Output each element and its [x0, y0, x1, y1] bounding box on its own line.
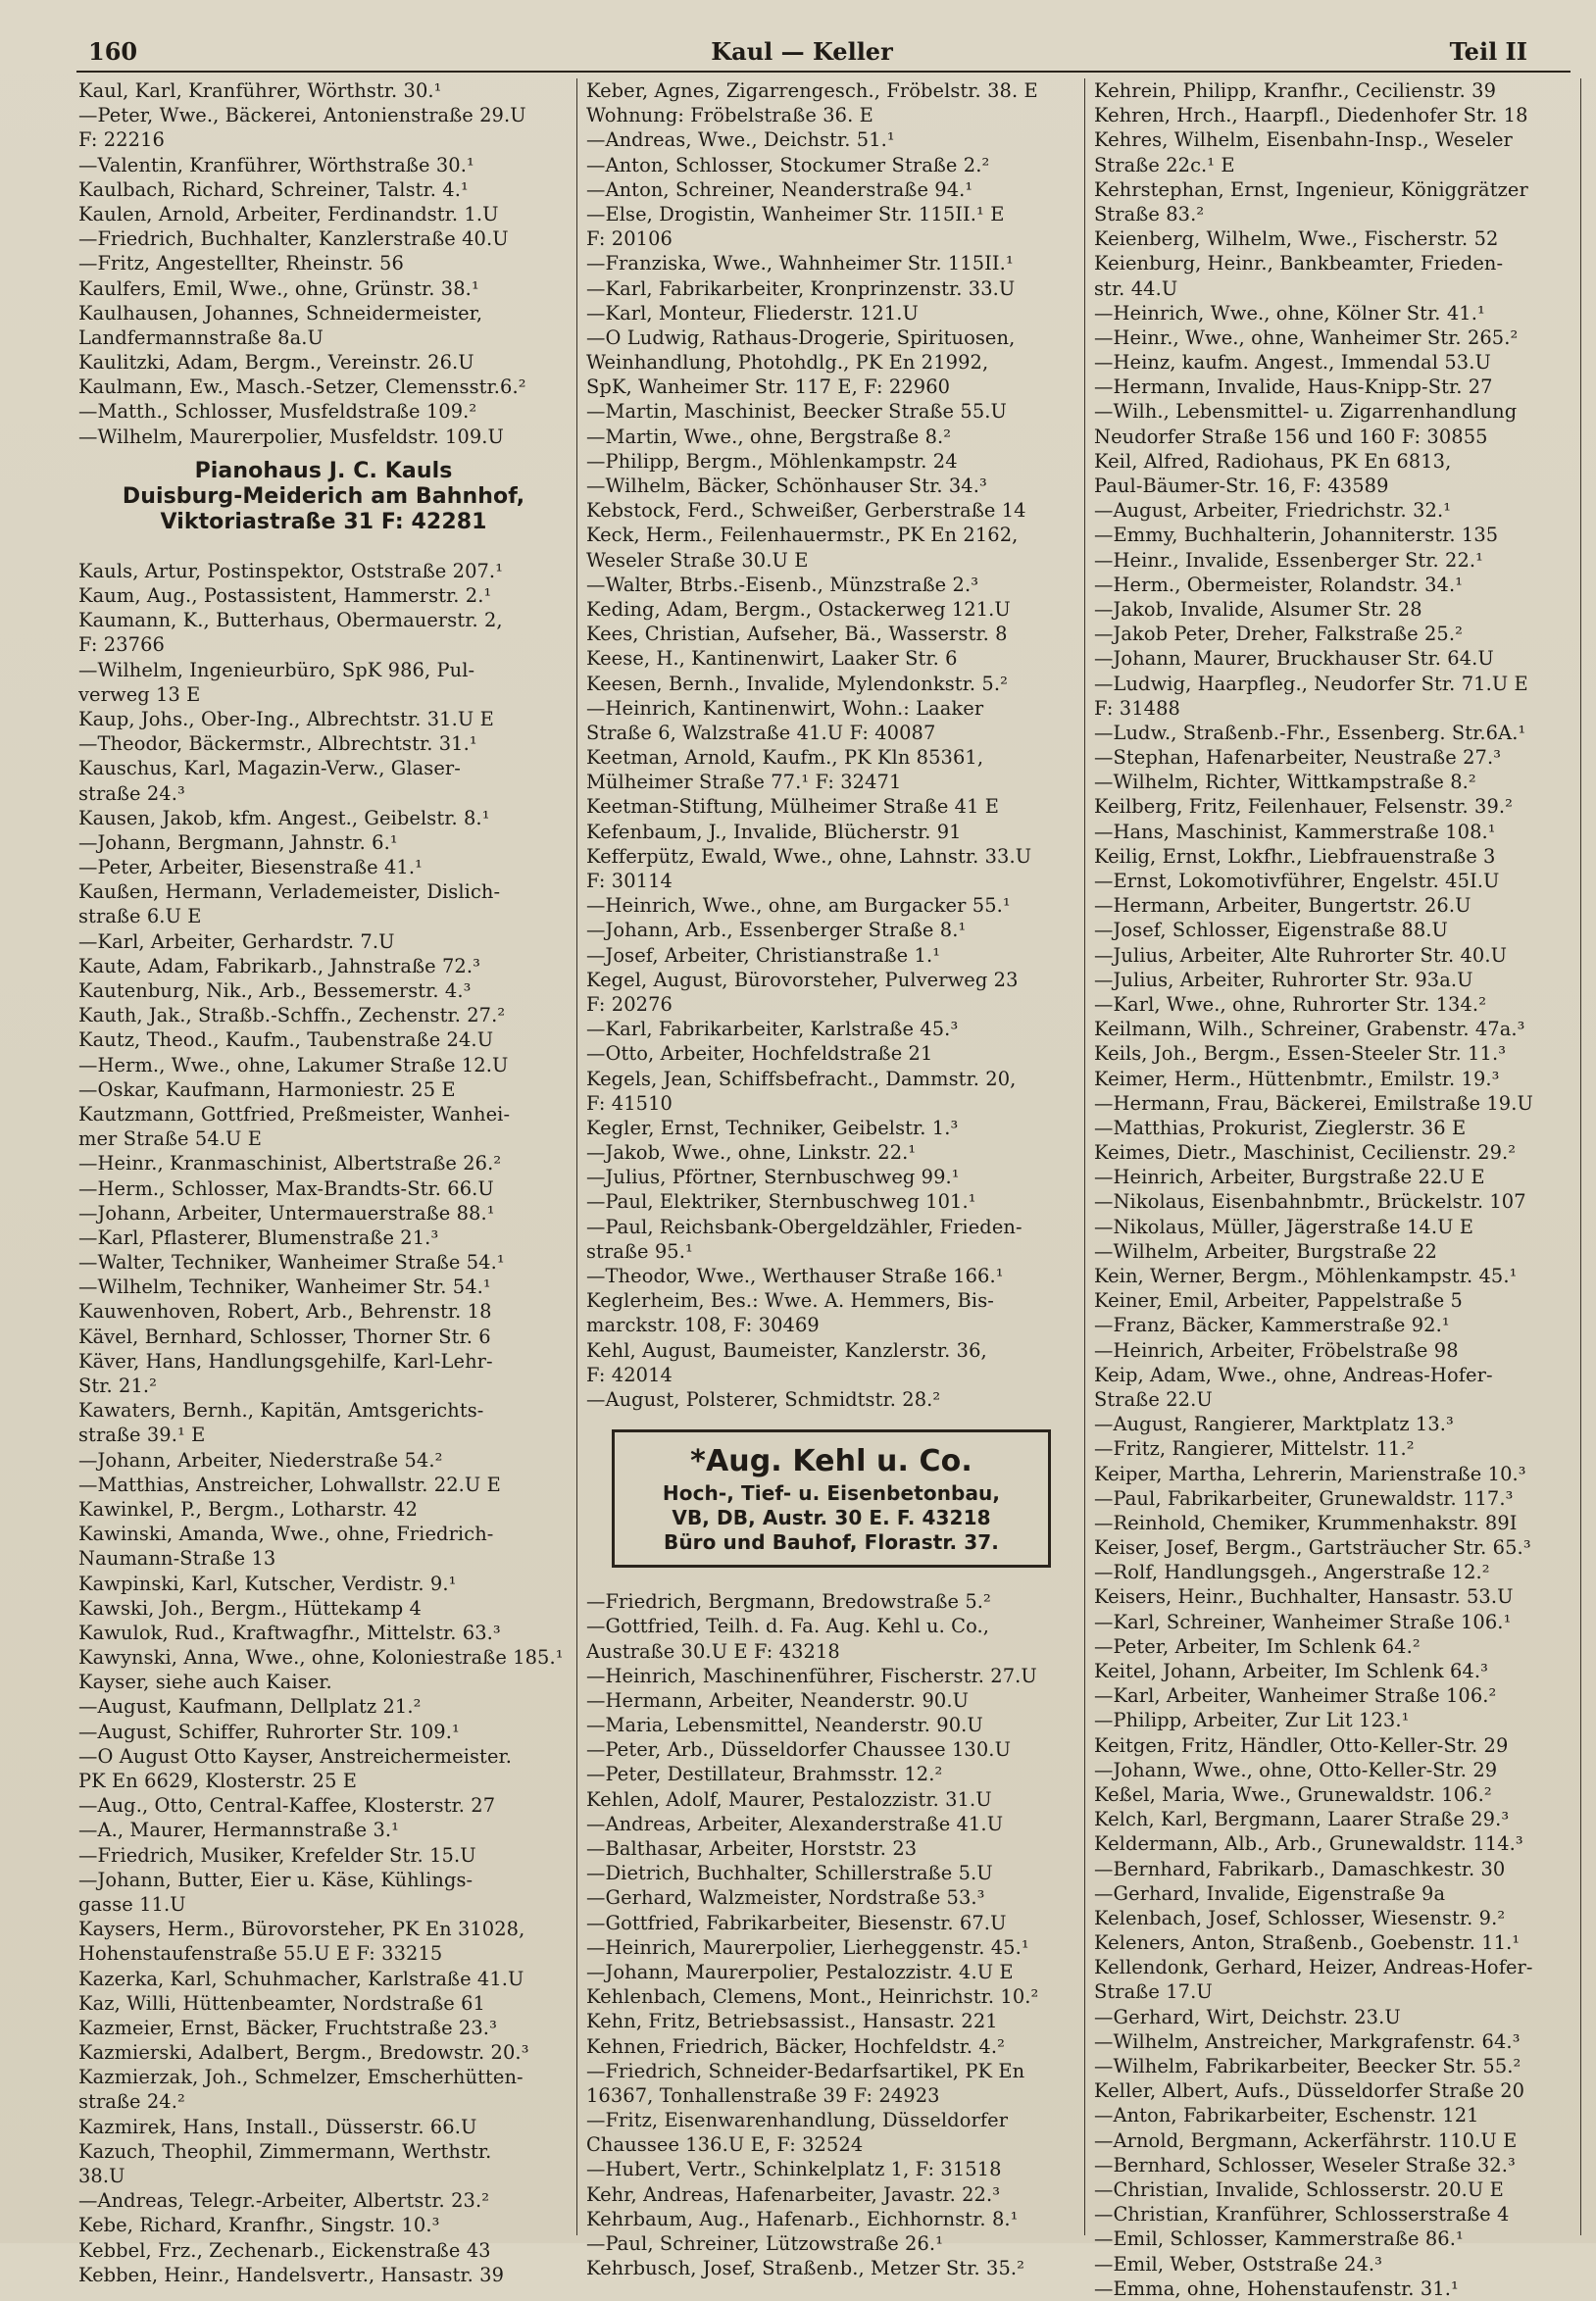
directory-entry-line: —Peter, Arb., Düsseldorfer Chaussee 130.U: [586, 1738, 1012, 1762]
page-number: 160: [88, 37, 138, 66]
directory-entry-line: straße 95.¹: [586, 1239, 693, 1263]
running-title: Kaul — Keller: [711, 37, 893, 66]
directory-entry-line: —Karl, Fabrikarbeiter, Karlstraße 45.³: [586, 1018, 959, 1041]
directory-entry-line: Straße 22.U: [1094, 1387, 1213, 1411]
ad-line: VB, DB, Austr. 30 E. F. 43218: [672, 1506, 991, 1530]
directory-entry-line: —Ernst, Lokomotivführer, Engelstr. 45I.U: [1094, 870, 1500, 892]
directory-entry-line: —Johann, Butter, Eier u. Käse, Kühlings-: [78, 1868, 474, 1891]
directory-entry-line: Kawinkel, P., Bergm., Lotharstr. 42: [78, 1497, 419, 1521]
directory-entry-line: Kaute, Adam, Fabrikarb., Jahnstraße 72.³: [78, 954, 480, 977]
directory-entry-line: Kehl, August, Baumeister, Kanzlerstr. 36,: [586, 1338, 987, 1362]
directory-entry-line: —Gerhard, Wirt, Deichstr. 23.U: [1094, 2005, 1401, 2028]
directory-entry-line: Keip, Adam, Wwe., ohne, Andreas-Hofer-: [1094, 1363, 1493, 1386]
directory-entry-line: straße 24.³: [78, 781, 185, 805]
column-1: [78, 78, 569, 2287]
directory-entry-line: —Gerhard, Walzmeister, Nordstraße 53.³: [586, 1886, 985, 1910]
directory-entry-line: Austraße 30.U E F: 43218: [586, 1639, 840, 1663]
page-header: [76, 37, 1527, 73]
directory-entry-line: Kehren, Hrch., Haarpfl., Diedenhofer Str. 18: [1094, 104, 1528, 127]
directory-entry-line: —Walter, Btrbs.-Eisenb., Münzstraße 2.³: [586, 573, 979, 596]
directory-entry-line: —Hermann, Invalide, Haus-Knipp-Str. 27: [1094, 375, 1493, 399]
directory-entry-line: —Balthasar, Arbeiter, Horststr. 23: [586, 1837, 918, 1860]
directory-entry-line: —Gottfried, Teilh. d. Fa. Aug. Kehl u. Co.,: [586, 1615, 990, 1638]
directory-entry-line: F: 41510: [586, 1091, 673, 1115]
directory-entry-line: 38.U: [78, 2165, 125, 2187]
directory-entry-line: —Wilhelm, Ingenieurbüro, SpK 986, Pul-: [78, 658, 475, 681]
directory-entry-line: —Heinrich, Kantinenwirt, Wohn.: Laaker: [586, 696, 984, 720]
directory-entry-line: Kazmierzak, Joh., Schmelzer, Emscherhütten-: [78, 2066, 524, 2089]
directory-entry-line: Kebe, Richard, Kranfhr., Singstr. 10.³: [78, 2214, 440, 2237]
directory-entry-line: Kazmeier, Ernst, Bäcker, Fruchtstraße 23.³: [78, 2016, 497, 2039]
directory-entry-line: —Friedrich, Musiker, Krefelder Str. 15.U: [78, 1843, 476, 1867]
directory-entry-line: Kaz, Willi, Hüttenbeamter, Nordstraße 61: [78, 1991, 485, 2015]
directory-entry-line: Kaul, Karl, Kranführer, Wörthstr. 30.¹: [78, 79, 442, 102]
directory-entry-line: F: 20106: [586, 227, 673, 251]
directory-entry-line: —Matth., Schlosser, Musfeldstraße 109.²: [78, 400, 477, 424]
directory-entry-line: —Johann, Maurerpolier, Pestalozzistr. 4.U E: [586, 1960, 1014, 1983]
directory-entry-line: —Paul, Schreiner, Lützowstraße 26.¹: [586, 2232, 944, 2255]
directory-entry-line: Kehlen, Adolf, Maurer, Pestalozzistr. 31.U: [586, 1787, 992, 1811]
directory-entry-line: Keimer, Herm., Hüttenbmtr., Emilstr. 19.³: [1094, 1067, 1500, 1090]
directory-entry-line: Kauth, Jak., Straßb.-Schffn., Zechenstr. 27.²: [78, 1004, 506, 1027]
directory-entry-line: —Nikolaus, Müller, Jägerstraße 14.U E: [1094, 1215, 1474, 1238]
directory-entry-line: gasse 11.U: [78, 1892, 186, 1916]
ad-name: Pianohaus J. C. Kauls: [194, 458, 453, 483]
directory-entry-line: Keitgen, Fritz, Händler, Otto-Keller-Str. 29: [1094, 1733, 1509, 1757]
directory-entry-line: Kautz, Theod., Kaufm., Taubenstraße 24.U: [78, 1028, 494, 1052]
directory-entry-line: —Karl, Arbeiter, Wanheimer Straße 106.²: [1094, 1684, 1497, 1708]
directory-entry-line: —Christian, Invalide, Schlosserstr. 20.U E: [1094, 2177, 1504, 2201]
directory-entry-line: —Else, Drogistin, Wanheimer Str. 115II.¹ E: [586, 202, 1005, 225]
directory-entry-line: Kazerka, Karl, Schuhmacher, Karlstraße 41.U: [78, 1967, 524, 1990]
directory-entry-line: Kawynski, Anna, Wwe., ohne, Koloniestraße 185.¹: [78, 1646, 564, 1670]
directory-entry-line: —Heinrich, Arbeiter, Fröbelstraße 98: [1094, 1338, 1459, 1362]
directory-entry-line: —Hermann, Arbeiter, Bungertstr. 26.U: [1094, 894, 1471, 918]
directory-entry-line: —Matthias, Prokurist, Zieglerstr. 36 E: [1094, 1116, 1467, 1139]
directory-entry-line: Kegel, August, Bürovorsteher, Pulverweg 23: [586, 968, 1019, 991]
directory-entry-line: —Theodor, Bäckermstr., Albrechtstr. 31.¹: [78, 732, 477, 756]
directory-entry-line: Keiner, Emil, Arbeiter, Pappelstraße 5: [1094, 1289, 1463, 1313]
directory-entry-line: —Wilh., Lebensmittel- u. Zigarrenhandlung: [1094, 400, 1518, 424]
directory-entry-line: Kees, Christian, Aufseher, Bä., Wasserstr. 8: [586, 623, 1008, 646]
directory-entry-line: —Heinr., Wwe., ohne, Wanheimer Str. 265.²: [1094, 325, 1519, 349]
directory-entry-line: —Wilhelm, Arbeiter, Burgstraße 22: [1094, 1239, 1437, 1263]
directory-entry-line: Kawaters, Bernh., Kapitän, Amtsgerichts-: [78, 1399, 484, 1423]
directory-entry-line: —Wilhelm, Bäcker, Schönhauser Str. 34.³: [586, 475, 987, 497]
directory-entry-line: Straße 22c.¹ E: [1094, 153, 1235, 176]
directory-entry-line: —Julius, Arbeiter, Alte Ruhrorter Str. 40.U: [1094, 943, 1508, 967]
directory-entry-line: —A., Maurer, Hermannstraße 3.¹: [78, 1819, 400, 1842]
directory-entry-line: —Ludw., Straßenb.-Fhr., Essenberg. Str.6A.¹: [1094, 721, 1526, 744]
directory-entry-line: —Stephan, Hafenarbeiter, Neustraße 27.³: [1094, 746, 1502, 770]
directory-entry-line: mer Straße 54.U E: [78, 1127, 262, 1151]
directory-entry-line: Kehlenbach, Clemens, Mont., Heinrichstr. 10.²: [586, 1985, 1039, 2009]
ad-line: Büro und Bauhof, Florastr. 37.: [663, 1530, 999, 1555]
directory-entry-line: Kehres, Wilhelm, Eisenbahn-Insp., Weseler: [1094, 128, 1513, 152]
directory-entry-line: —Anton, Schlosser, Stockumer Straße 2.²: [586, 153, 990, 176]
directory-entry-line: —Friedrich, Bergmann, Bredowstraße 5.²: [586, 1590, 991, 1614]
directory-entry-line: —Heinrich, Maurerpolier, Lierheggenstr. 45.¹: [586, 1935, 1029, 1959]
directory-entry-line: Kaup, Johs., Ober-Ing., Albrechtstr. 31.U E: [78, 707, 494, 730]
directory-entry-line: —Dietrich, Buchhalter, Schillerstraße 5.U: [586, 1862, 993, 1885]
directory-entry-line: Keienburg, Heinr., Bankbeamter, Frieden-: [1094, 252, 1504, 275]
directory-entry-line: —Aug., Otto, Central-Kaffee, Klosterstr. 27: [78, 1794, 496, 1818]
directory-entry-line: —Jakob Peter, Dreher, Falkstraße 25.²: [1094, 623, 1463, 646]
directory-entry-line: Keldermann, Alb., Arb., Grunewaldstr. 114.³: [1094, 1832, 1523, 1856]
directory-entry-line: —Gottfried, Fabrikarbeiter, Biesenstr. 67.U: [586, 1911, 1007, 1934]
directory-entry-line: straße 39.¹ E: [78, 1424, 206, 1447]
directory-entry-line: Kefenbaum, J., Invalide, Blücherstr. 91: [586, 820, 962, 843]
directory-entry-line: —Nikolaus, Eisenbahnbmtr., Brückelstr. 107: [1094, 1190, 1526, 1214]
directory-entry-line: —Martin, Maschinist, Beecker Straße 55.U: [586, 400, 1007, 424]
directory-entry-line: Kaußen, Hermann, Verlademeister, Dislich-: [78, 880, 501, 904]
directory-entry-line: Kaulitzki, Adam, Bergm., Vereinstr. 26.U: [78, 351, 474, 375]
directory-entry-line: —Julius, Pförtner, Sternbuschweg 99.¹: [586, 1166, 960, 1189]
directory-entry-line: Kawinski, Amanda, Wwe., ohne, Friedrich-: [78, 1523, 494, 1546]
directory-entry-line: Kautzmann, Gottfried, Preßmeister, Wanhei-: [78, 1102, 511, 1125]
directory-entry-line: Kawpinski, Karl, Kutscher, Verdistr. 9.¹: [78, 1572, 457, 1595]
directory-entry-line: Keimes, Dietr., Maschinist, Cecilienstr. 29.²: [1094, 1141, 1517, 1165]
column-divider: [1084, 78, 1085, 2235]
directory-entry-line: Kellendonk, Gerhard, Heizer, Andreas-Hofer-: [1094, 1956, 1533, 1979]
directory-entry-line: Kauls, Artur, Postinspektor, Oststraße 207.¹: [78, 559, 504, 582]
directory-entry-line: 16367, Tonhallenstraße 39 F: 24923: [586, 2083, 940, 2107]
directory-entry-line: —Fritz, Eisenwarenhandlung, Düsseldorfer: [586, 2109, 1009, 2132]
directory-entry-line: Keilmann, Wilh., Schreiner, Grabenstr. 47a.³: [1094, 1018, 1525, 1041]
directory-entry-line: Landfermannstraße 8a.U: [78, 325, 324, 349]
directory-entry-line: Kehn, Fritz, Betriebsassist., Hansastr. 221: [586, 2010, 998, 2033]
directory-entry-line: Straße 83.²: [1094, 202, 1205, 225]
directory-entry-line: —Peter, Arbeiter, Biesenstraße 41.¹: [78, 856, 423, 879]
directory-entry-line: —Jakob, Invalide, Alsumer Str. 28: [1094, 597, 1422, 621]
directory-entry-line: Kehnen, Friedrich, Bäcker, Hochfeldstr. 4.²: [586, 2034, 1006, 2058]
ad-line: Duisburg-Meiderich am Bahnhof,: [122, 483, 525, 509]
directory-entry-line: straße 24.²: [78, 2090, 185, 2114]
directory-entry-line: Kawski, Joh., Bergm., Hüttekamp 4: [78, 1596, 422, 1620]
directory-entry-line: —Martin, Wwe., ohne, Bergstraße 8.²: [586, 425, 952, 448]
directory-entry-line: Keilig, Ernst, Lokfhr., Liebfrauenstraße 3: [1094, 844, 1496, 868]
directory-entry-line: Keck, Herm., Feilenhauermstr., PK En 2162,: [586, 524, 1019, 547]
directory-entry-line: —Fritz, Angestellter, Rheinstr. 56: [78, 252, 404, 275]
directory-entry-line: —Hermann, Frau, Bäckerei, Emilstraße 19.U: [1094, 1091, 1533, 1115]
directory-entry-line: Kazmierski, Adalbert, Bergm., Bredowstr. 20.³: [78, 2041, 529, 2065]
directory-entry-line: —Gerhard, Invalide, Eigenstraße 9a: [1094, 1881, 1446, 1905]
directory-entry-line: Käver, Hans, Handlungsgehilfe, Karl-Lehr-: [78, 1349, 493, 1373]
directory-entry-line: —Johann, Arb., Essenberger Straße 8.¹: [586, 919, 967, 942]
directory-entry-line: —Paul, Fabrikarbeiter, Grunewaldstr. 117.³: [1094, 1486, 1514, 1510]
directory-entry-line: Keiser, Josef, Bergm., Gartsträucher Str. 65.³: [1094, 1536, 1531, 1560]
directory-entry-line: Kelch, Karl, Bergmann, Laarer Straße 29.³: [1094, 1808, 1510, 1831]
directory-entry-line: Straße 17.U: [1094, 1980, 1213, 2004]
directory-entry-line: Kehrstephan, Ernst, Ingenieur, Königgrätzer: [1094, 177, 1528, 201]
directory-entry-line: —Wilhelm, Richter, Wittkampstraße 8.²: [1094, 771, 1476, 794]
directory-entry-line: Keienberg, Wilhelm, Wwe., Fischerstr. 52: [1094, 227, 1499, 251]
directory-entry-line: Keese, H., Kantinenwirt, Laaker Str. 6: [586, 647, 958, 671]
directory-entry-line: Kävel, Bernhard, Schlosser, Thorner Str. 6: [78, 1325, 491, 1348]
directory-entry-line: —Emmy, Buchhalterin, Johanniterstr. 135: [1094, 524, 1499, 547]
column-3: [1094, 78, 1584, 2301]
directory-entry-line: —Emil, Schlosser, Kammerstraße 86.¹: [1094, 2227, 1464, 2251]
directory-entry-line: —August, Arbeiter, Friedrichstr. 32.¹: [1094, 499, 1452, 523]
directory-entry-line: Kefferpütz, Ewald, Wwe., ohne, Lahnstr. 33.U: [586, 844, 1032, 868]
directory-entry-line: marckstr. 108, F: 30469: [586, 1314, 820, 1337]
directory-entry-line: F: 42014: [586, 1363, 673, 1386]
directory-entry-line: —Johann, Arbeiter, Niederstraße 54.²: [78, 1448, 443, 1472]
directory-entry-line: —Andreas, Telegr.-Arbeiter, Albertstr. 23.²: [78, 2189, 490, 2213]
directory-entry-line: —Josef, Schlosser, Eigenstraße 88.U: [1094, 919, 1449, 942]
directory-entry-line: Kauschus, Karl, Magazin-Verw., Glaser-: [78, 757, 461, 780]
directory-entry-line: Keglerheim, Bes.: Wwe. A. Hemmers, Bis-: [586, 1289, 994, 1313]
directory-entry-line: —August, Polsterer, Schmidtstr. 28.²: [586, 1387, 941, 1411]
directory-entry-line: Neudorfer Straße 156 und 160 F: 30855: [1094, 425, 1488, 448]
directory-entry-line: —Karl, Pflasterer, Blumenstraße 21.³: [78, 1226, 439, 1249]
directory-entry-line: Weinhandlung, Photohdlg., PK En 21992,: [586, 351, 989, 375]
part-label: Teil II: [1449, 37, 1527, 66]
directory-entry-line: —Bernhard, Fabrikarb., Damaschkestr. 30: [1094, 1857, 1506, 1880]
directory-entry-line: F: 23766: [78, 633, 165, 657]
directory-entry-line: Weseler Straße 30.U E: [586, 548, 809, 572]
advertisement-pianohaus: [78, 459, 569, 535]
directory-entry-line: Keller, Albert, Aufs., Düsseldorfer Straße 20: [1094, 2079, 1525, 2103]
directory-entry-line: Kehrbaum, Aug., Hafenarb., Eichhornstr. 8.¹: [586, 2207, 1019, 2230]
directory-entry-line: Mülheimer Straße 77.¹ F: 32471: [586, 771, 902, 794]
directory-entry-line: Kebbel, Frz., Zechenarb., Eickenstraße 43: [78, 2238, 491, 2262]
directory-entry-line: —Hubert, Vertr., Schinkelplatz 1, F: 31518: [586, 2158, 1002, 2181]
directory-entry-line: —Ludwig, Haarpfleg., Neudorfer Str. 71.U E: [1094, 672, 1528, 695]
directory-entry-line: Kaum, Aug., Postassistent, Hammerstr. 2.¹: [78, 584, 492, 607]
directory-entry-line: Kaysers, Herm., Bürovorsteher, PK En 31028,: [78, 1918, 525, 1941]
advertisement-kehl: [612, 1429, 1051, 1568]
directory-entry-line: —Karl, Arbeiter, Gerhardstr. 7.U: [78, 929, 395, 953]
directory-entry-line: Keilberg, Fritz, Feilenhauer, Felsenstr. 39.²: [1094, 795, 1514, 819]
directory-entry-line: —Andreas, Arbeiter, Alexanderstraße 41.U: [586, 1812, 1004, 1835]
directory-entry-line: straße 6.U E: [78, 905, 202, 928]
directory-entry-line: Keßel, Maria, Wwe., Grunewaldstr. 106.²: [1094, 1782, 1492, 1806]
directory-entry-line: Straße 6, Walzstraße 41.U F: 40087: [586, 721, 936, 744]
directory-entry-line: Keetman-Stiftung, Mülheimer Straße 41 E: [586, 795, 1000, 819]
directory-entry-line: —Wilhelm, Anstreicher, Markgrafenstr. 64.³: [1094, 2029, 1521, 2053]
directory-entry-line: Kausen, Jakob, kfm. Angest., Geibelstr. 8.¹: [78, 806, 490, 829]
directory-entry-line: —Friedrich, Buchhalter, Kanzlerstraße 40.U: [78, 227, 509, 251]
directory-entry-line: —Herm., Wwe., ohne, Lakumer Straße 12.U: [78, 1053, 509, 1076]
directory-entry-line: Kazmirek, Hans, Install., Düsserstr. 66.U: [78, 2115, 477, 2138]
directory-entry-line: Kaulmann, Ew., Masch.-Setzer, Clemensstr.6.²: [78, 375, 526, 399]
directory-entry-line: Keitel, Johann, Arbeiter, Im Schlenk 64.³: [1094, 1660, 1488, 1682]
directory-entry-line: Keleners, Anton, Straßenb., Goebenstr. 11.¹: [1094, 1931, 1521, 1955]
directory-entry-line: Kautenburg, Nik., Arb., Bessemerstr. 4.³: [78, 979, 472, 1002]
directory-entry-line: —Hans, Maschinist, Kammerstraße 108.¹: [1094, 820, 1496, 843]
directory-entry-line: —Valentin, Kranführer, Wörthstraße 30.¹: [78, 153, 474, 176]
directory-entry-line: —Arnold, Bergmann, Ackerfährstr. 110.U E: [1094, 2128, 1518, 2152]
directory-entry-line: —Friedrich, Schneider-Bedarfsartikel, PK En: [586, 2059, 1025, 2082]
directory-entry-line: —Josef, Arbeiter, Christianstraße 1.¹: [586, 943, 941, 967]
directory-entry-line: —Emma, ohne, Hohenstaufenstr. 31.¹: [1094, 2276, 1459, 2300]
directory-entry-line: —Philipp, Bergm., Möhlenkampstr. 24: [586, 449, 958, 473]
directory-entry-line: Kehr, Andreas, Hafenarbeiter, Javastr. 22.³: [586, 2182, 1001, 2206]
directory-entry-line: Keil, Alfred, Radiohaus, PK En 6813,: [1094, 449, 1452, 473]
directory-entry-line: Naumann-Straße 13: [78, 1547, 276, 1571]
directory-entry-line: Keesen, Bernh., Invalide, Mylendonkstr. 5.²: [586, 672, 1008, 695]
directory-entry-line: —Franz, Bäcker, Kammerstraße 92.¹: [1094, 1314, 1450, 1337]
directory-entry-line: —Christian, Kranführer, Schlosserstraße 4: [1094, 2203, 1510, 2226]
directory-entry-line: —August, Kaufmann, Dellplatz 21.²: [78, 1695, 422, 1719]
directory-entry-line: Kaulhausen, Johannes, Schneidermeister,: [78, 301, 483, 325]
directory-entry-line: —Anton, Schreiner, Neanderstraße 94.¹: [586, 177, 973, 201]
directory-entry-line: —Karl, Schreiner, Wanheimer Straße 106.¹: [1094, 1610, 1512, 1633]
directory-entry-line: —August, Rangierer, Marktplatz 13.³: [1094, 1413, 1454, 1436]
directory-entry-line: Keding, Adam, Bergm., Ostackerweg 121.U: [586, 597, 1011, 621]
directory-entry-line: —Karl, Wwe., ohne, Ruhrorter Str. 134.²: [1094, 992, 1487, 1016]
directory-entry-line: —Matthias, Anstreicher, Lohwallstr. 22.U E: [78, 1473, 501, 1496]
directory-entry-line: Kayser, siehe auch Kaiser.: [78, 1671, 332, 1694]
directory-entry-line: —Otto, Arbeiter, Hochfeldstraße 21: [586, 1042, 933, 1066]
directory-entry-line: Kein, Werner, Bergm., Möhlenkampstr. 45.¹: [1094, 1265, 1518, 1287]
directory-entry-line: —Maria, Lebensmittel, Neanderstr. 90.U: [586, 1714, 983, 1737]
directory-entry-line: —Heinr., Invalide, Essenberger Str. 22.¹: [1094, 548, 1484, 572]
directory-entry-line: —Wilhelm, Maurerpolier, Musfeldstr. 109.U: [78, 425, 504, 448]
directory-entry-line: —Reinhold, Chemiker, Krummenhakstr. 89I: [1094, 1511, 1518, 1534]
directory-entry-line: Kehrein, Philipp, Kranfhr., Cecilienstr. 39: [1094, 79, 1497, 102]
directory-entry-line: —Peter, Arbeiter, Im Schlenk 64.²: [1094, 1634, 1421, 1658]
directory-entry-line: —Heinrich, Maschinenführer, Fischerstr. 27.U: [586, 1664, 1037, 1687]
directory-entry-line: Kegels, Jean, Schiffsbefracht., Dammstr. 20,: [586, 1067, 1017, 1090]
directory-entry-line: —Karl, Monteur, Fliederstr. 121.U: [586, 301, 919, 325]
directory-entry-line: —August, Schiffer, Ruhrorter Str. 109.¹: [78, 1720, 460, 1743]
directory-entry-line: —Herm., Schlosser, Max-Brandts-Str. 66.U: [78, 1176, 494, 1200]
directory-entry-line: Kazuch, Theophil, Zimmermann, Werthstr.: [78, 2139, 492, 2163]
directory-entry-line: —Andreas, Wwe., Deichstr. 51.¹: [586, 128, 895, 152]
header-rule: [76, 71, 1571, 73]
directory-entry-line: Kaulfers, Emil, Wwe., ohne, Grünstr. 38.¹: [78, 276, 479, 300]
directory-entry-line: Kehrbusch, Josef, Straßenb., Metzer Str. 35.²: [586, 2257, 1025, 2280]
directory-entry-line: Wohnung: Fröbelstraße 36. E: [586, 104, 873, 127]
directory-entry-line: —Heinrich, Wwe., ohne, am Burgacker 55.¹: [586, 894, 1011, 918]
directory-entry-line: —Wilhelm, Fabrikarbeiter, Beecker Str. 55.²: [1094, 2055, 1521, 2077]
directory-entry-line: —Heinr., Kranmaschinist, Albertstraße 26.²: [78, 1152, 502, 1176]
ad-line: Viktoriastraße 31 F: 42281: [160, 509, 487, 534]
ad-name: *Aug. Kehl u. Co.: [690, 1444, 973, 1479]
directory-entry-line: F: 22216: [78, 128, 165, 152]
directory-entry-line: —Hermann, Arbeiter, Neanderstr. 90.U: [586, 1688, 970, 1712]
directory-entry-line: —Oskar, Kaufmann, Harmoniestr. 25 E: [78, 1077, 456, 1101]
directory-entry-line: —Karl, Fabrikarbeiter, Kronprinzenstr. 33.U: [586, 276, 1016, 300]
directory-entry-line: —Walter, Techniker, Wanheimer Straße 54.¹: [78, 1251, 505, 1275]
directory-entry-line: —Emil, Weber, Oststraße 24.³: [1094, 2252, 1383, 2276]
directory-entry-line: —Anton, Fabrikarbeiter, Eschenstr. 121: [1094, 2104, 1479, 2127]
directory-entry-line: —Johann, Wwe., ohne, Otto-Keller-Str. 29: [1094, 1758, 1498, 1781]
directory-entry-line: Paul-Bäumer-Str. 16, F: 43589: [1094, 475, 1389, 497]
directory-entry-line: F: 20276: [586, 992, 673, 1016]
directory-entry-line: —Paul, Elektriker, Sternbuschweg 101.¹: [586, 1190, 976, 1214]
directory-entry-line: Keetman, Arnold, Kaufm., PK Kln 85361,: [586, 746, 984, 770]
directory-entry-line: —Franziska, Wwe., Wahnheimer Str. 115II.¹: [586, 252, 1014, 275]
directory-entry-line: —O Ludwig, Rathaus-Drogerie, Spirituosen,: [586, 325, 1016, 349]
directory-entry-line: Kaumann, K., Butterhaus, Obermauerstr. 2,: [78, 609, 503, 632]
directory-entry-line: —Herm., Obermeister, Rolandstr. 34.¹: [1094, 573, 1464, 596]
column-divider: [576, 78, 577, 2235]
directory-entry-line: Kawulok, Rud., Kraftwagfhr., Mittelstr. 63.³: [78, 1621, 501, 1644]
directory-entry-line: —Bernhard, Schlosser, Weseler Straße 32.³: [1094, 2153, 1516, 2176]
directory-entry-line: Keils, Joh., Bergm., Essen-Steeler Str. 11.³: [1094, 1042, 1507, 1066]
directory-entry-line: —Heinrich, Arbeiter, Burgstraße 22.U E: [1094, 1166, 1485, 1189]
directory-entry-line: F: 30114: [586, 870, 673, 892]
directory-entry-line: Kelenbach, Josef, Schlosser, Wiesenstr. 9.²: [1094, 1906, 1506, 1929]
directory-entry-line: verweg 13 E: [78, 682, 201, 706]
directory-entry-line: —Peter, Wwe., Bäckerei, Antonienstraße 29.U: [78, 104, 526, 127]
directory-entry-line: —Rolf, Handlungsgeh., Angerstraße 12.²: [1094, 1561, 1490, 1584]
directory-entry-line: —Theodor, Wwe., Werthauser Straße 166.¹: [586, 1265, 1004, 1287]
directory-entry-line: —Peter, Destillateur, Brahmsstr. 12.²: [586, 1763, 943, 1786]
column-2: [586, 78, 1076, 2280]
directory-entry-line: —Wilhelm, Techniker, Wanheimer Str. 54.¹: [78, 1276, 491, 1299]
directory-entry-line: —Fritz, Rangierer, Mittelstr. 11.²: [1094, 1437, 1415, 1461]
directory-entry-line: Chaussee 136.U E, F: 32524: [586, 2133, 864, 2157]
directory-entry-line: —Paul, Reichsbank-Obergeldzähler, Frieden-: [586, 1215, 1022, 1238]
ad-line: Hoch-, Tief- u. Eisenbetonbau,: [662, 1481, 1001, 1506]
directory-entry-line: Keisers, Heinr., Buchhalter, Hansastr. 53.U: [1094, 1585, 1514, 1609]
directory-entry-line: str. 44.U: [1094, 276, 1178, 300]
directory-entry-line: —Jakob, Wwe., ohne, Linkstr. 22.¹: [586, 1141, 917, 1165]
directory-entry-line: Kauwenhoven, Robert, Arb., Behrenstr. 18: [78, 1300, 492, 1324]
directory-entry-line: Kebben, Heinr., Handelsvertr., Hansastr. 39: [78, 2263, 505, 2286]
directory-entry-line: —Julius, Arbeiter, Ruhrorter Str. 93a.U: [1094, 968, 1473, 991]
directory-entry-line: —Johann, Arbeiter, Untermauerstraße 88.¹: [78, 1201, 495, 1225]
directory-entry-line: —Johann, Maurer, Bruckhauser Str. 64.U: [1094, 647, 1494, 671]
directory-entry-line: Keber, Agnes, Zigarrengesch., Fröbelstr. 38. E: [586, 79, 1038, 102]
directory-entry-line: —Heinz, kaufm. Angest., Immendal 53.U: [1094, 351, 1491, 375]
directory-entry-line: Keiper, Martha, Lehrerin, Marienstraße 10.³: [1094, 1462, 1526, 1485]
directory-entry-line: —O August Otto Kayser, Anstreichermeister.: [78, 1744, 513, 1768]
directory-entry-line: PK En 6629, Klosterstr. 25 E: [78, 1770, 358, 1792]
directory-entry-line: SpK, Wanheimer Str. 117 E, F: 22960: [586, 375, 951, 399]
directory-entry-line: —Johann, Bergmann, Jahnstr. 6.¹: [78, 830, 398, 854]
directory-entry-line: —Heinrich, Wwe., ohne, Kölner Str. 41.¹: [1094, 301, 1485, 325]
directory-entry-line: Kaulbach, Richard, Schreiner, Talstr. 4.¹: [78, 177, 469, 201]
directory-entry-line: —Philipp, Arbeiter, Zur Lit 123.¹: [1094, 1709, 1410, 1732]
directory-entry-line: Kaulen, Arnold, Arbeiter, Ferdinandstr. 1.U: [78, 202, 499, 225]
directory-entry-line: Hohenstaufenstraße 55.U E F: 33215: [78, 1942, 443, 1966]
directory-entry-line: F: 31488: [1094, 696, 1180, 720]
directory-entry-line: Kebstock, Ferd., Schweißer, Gerberstraße 14: [586, 499, 1026, 523]
directory-entry-line: Str. 21.²: [78, 1375, 158, 1397]
directory-entry-line: Kegler, Ernst, Techniker, Geibelstr. 1.³: [586, 1116, 959, 1139]
